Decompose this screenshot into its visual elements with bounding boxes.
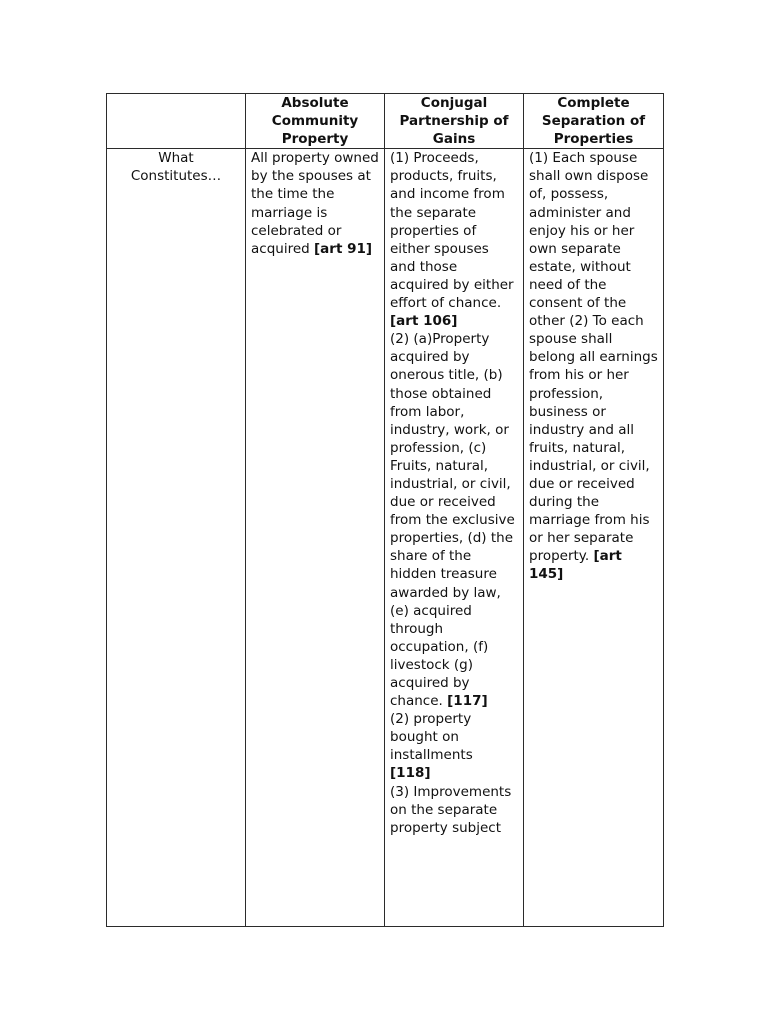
property-regimes-table	[106, 93, 664, 927]
cell-text: All property owned by the spouses at the time the marriage is celebrated or acquired	[251, 150, 379, 257]
article-reference: [117]	[447, 693, 488, 710]
article-reference: [art 106]	[390, 313, 458, 330]
header-complete-separation: Complete Separation of Properties	[524, 94, 664, 149]
cell-text: (2) property bought on installments	[390, 711, 473, 764]
table-row-what-constitutes	[107, 149, 664, 927]
cell-complete-separation	[524, 149, 664, 927]
article-reference: [art 91]	[314, 240, 373, 257]
cell-text: (2) (a)Property acquired by onerous title, (b) those obtained from labor, industry, work, or profession, (c) Fruits, natural, industrial, or civil, due or received from the exclusive properties, (d) the share of the hidden treasure awarded by law, (e) acquired through occupation, (f) livestock (g) acquired by chance.	[390, 331, 515, 710]
article-reference: [art 145]	[529, 548, 622, 583]
header-empty-cell	[107, 94, 246, 149]
row-label-what-constitutes: What Constitutes…	[107, 149, 246, 927]
header-conjugal-partnership: Conjugal Partnership of Gains	[385, 94, 524, 149]
article-reference: [118]	[390, 765, 431, 782]
cell-conjugal-partnership	[385, 149, 524, 927]
cell-text: (1) Each spouse shall own dispose of, possess, administer and enjoy his or her own separate estate, without need of the consent of the other (2) To each spouse shall belong all earnings from his or her profession, business or industry and all fruits, natural, industrial, or civil, due or received during the marriage from his or her separate property.	[529, 150, 658, 565]
cell-text: (1) Proceeds, products, fruits, and income from the separate properties of either spouses and those acquired by either effort of chance.	[390, 150, 514, 312]
cell-text: (3) Improvements on the separate property subject	[390, 783, 512, 836]
cell-absolute-community	[246, 149, 385, 927]
table-header-row	[107, 94, 664, 149]
header-absolute-community: Absolute Community Property	[246, 94, 385, 149]
